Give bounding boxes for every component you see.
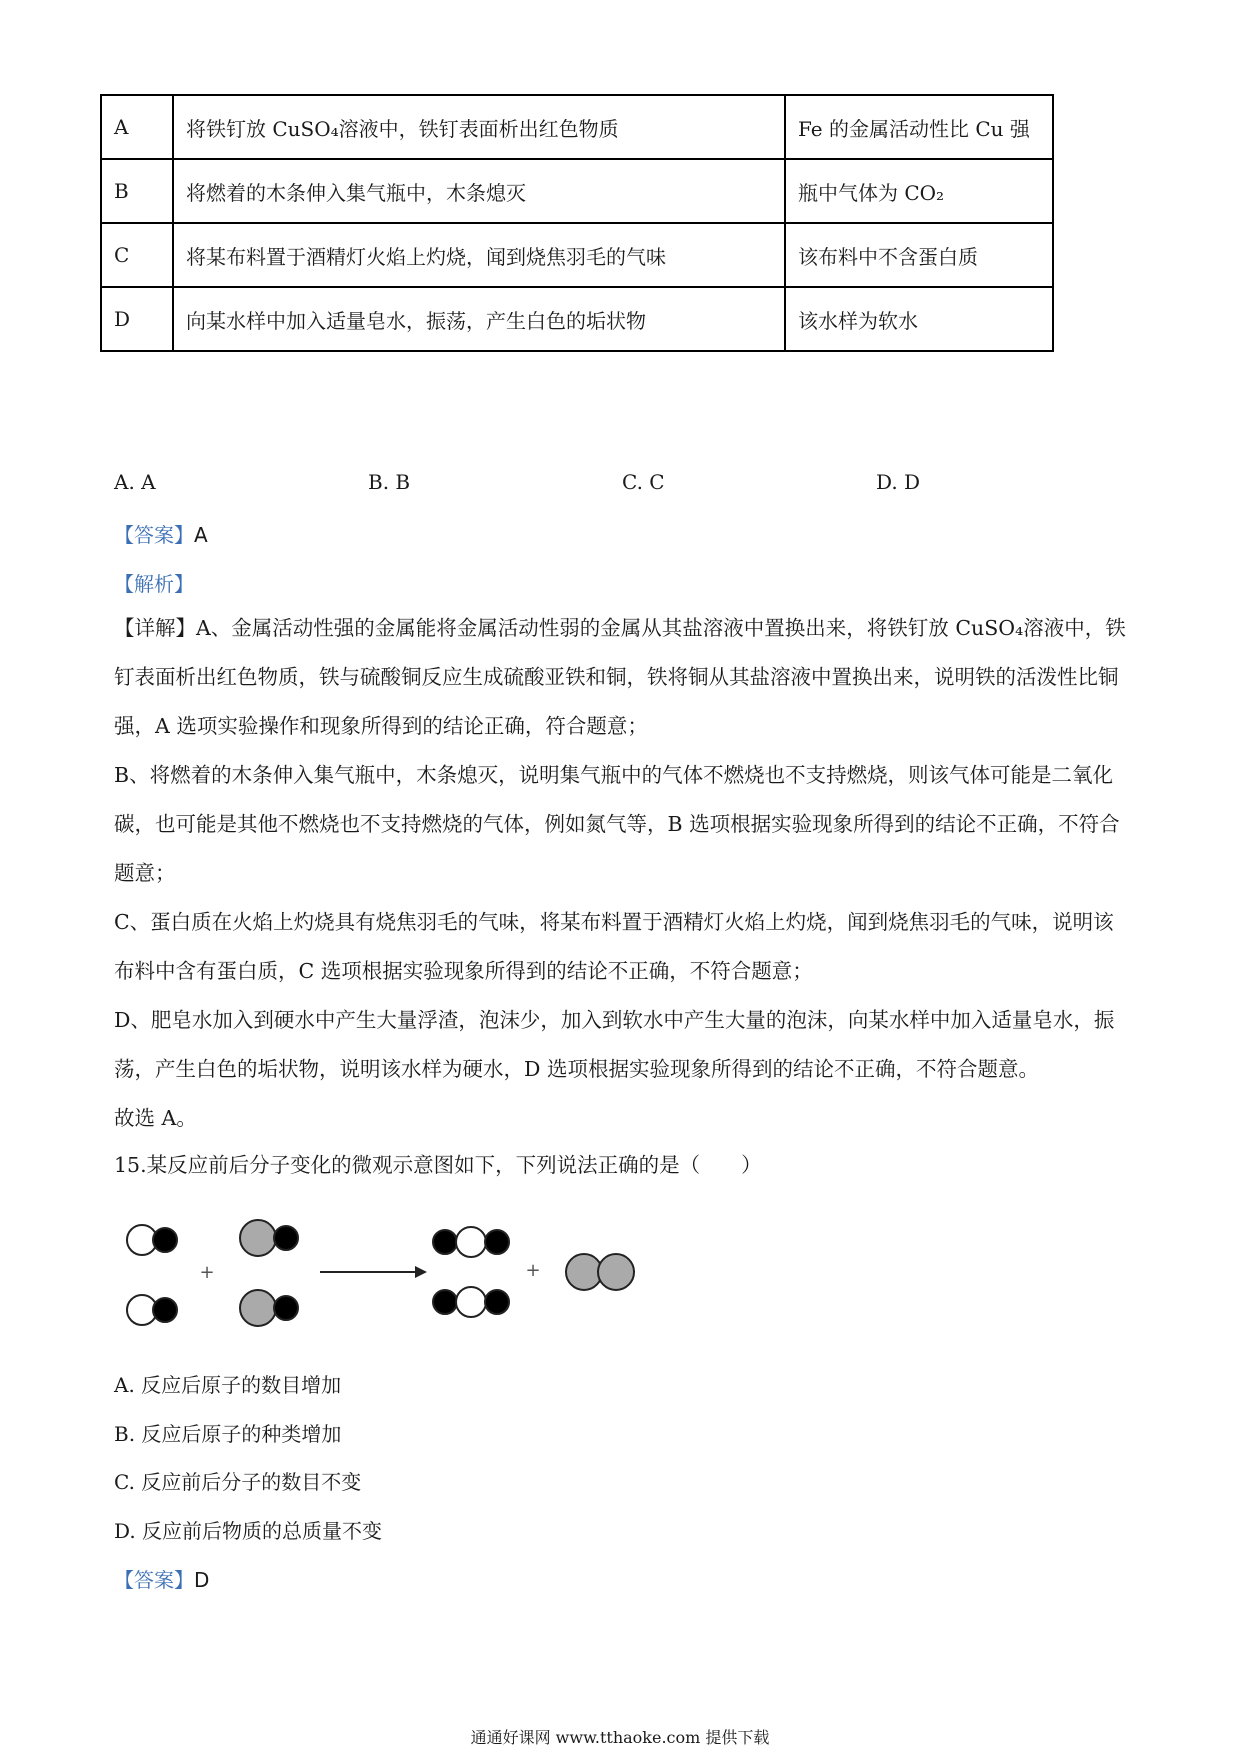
- answer-label: 【答案】: [114, 523, 194, 547]
- table-row: [101, 95, 1053, 159]
- table-row: [101, 223, 1053, 287]
- plus-sign: +: [199, 1262, 215, 1283]
- reaction-arrow-icon: [320, 1266, 427, 1278]
- row-conclusion: Fe 的金属活动性比 Cu 强: [785, 95, 1053, 159]
- row-conclusion: 瓶中气体为 CO₂: [785, 159, 1053, 223]
- q14-detail-b: B、将燃着的木条伸入集气瓶中，木条熄灭，说明集气瓶中的气体不燃烧也不支持燃烧，则该气体可能是二氧化碳，也可能是其他不燃烧也不支持燃烧的气体，例如氮气等，B 选项根据实验现象所得到的结论不正确，不符合题意；: [114, 763, 1120, 885]
- row-letter: A: [101, 95, 173, 159]
- q14-option-b[interactable]: B. B: [368, 470, 411, 494]
- q14-option-d[interactable]: D. D: [876, 470, 921, 494]
- answer-value: D: [194, 1568, 210, 1592]
- molecule-grey-black: [240, 1290, 298, 1326]
- answer-value: A: [194, 523, 208, 547]
- detail-paragraph: A、金属活动性强的金属能将金属活动性弱的金属从其盐溶液中置换出来，将铁钉放 CuSO₄溶液中，铁钉表面析出红色物质，铁与硫酸铜反应生成硫酸亚铁和铜，铁将铜从其盐溶液中置换出来，说明铁的活泼性比铜强，A 选项实验操作和现象所得到的结论正确，符合题意；: [114, 616, 1126, 738]
- q15-stem: 15.某反应前后分子变化的微观示意图如下，下列说法正确的是（ ）: [114, 1153, 762, 1177]
- molecule-white-black: [127, 1225, 177, 1255]
- molecule-black-white-black: [433, 1287, 509, 1317]
- q14-answer: [114, 519, 208, 548]
- answer-label: 【答案】: [114, 1568, 194, 1592]
- q14-analysis-label: 【解析】: [114, 572, 194, 596]
- q15-option-a[interactable]: A. 反应后原子的数目增加: [114, 1373, 342, 1397]
- q14-detail-c: C、蛋白质在火焰上灼烧具有烧焦羽毛的气味，将某布料置于酒精灯火焰上灼烧，闻到烧焦羽毛的气味，说明该布料中含有蛋白质，C 选项根据实验现象所得到的结论不正确，不符合题意；: [114, 910, 1114, 983]
- molecule-grey-black: [240, 1220, 298, 1256]
- page-footer: 通通好课网 www.tthaoke.com 提供下载: [470, 1728, 770, 1747]
- molecule-grey-grey: [566, 1254, 634, 1290]
- q14-option-c[interactable]: C. C: [622, 470, 665, 494]
- row-operation: 将燃着的木条伸入集气瓶中，木条熄灭: [173, 159, 785, 223]
- q14-conclusion: 故选 A。: [114, 1106, 197, 1130]
- q14-detail-a: [114, 604, 1130, 751]
- q15-option-d[interactable]: D. 反应前后物质的总质量不变: [114, 1519, 383, 1543]
- q14-detail-d: D、肥皂水加入到硬水中产生大量浮渣，泡沫少，加入到软水中产生大量的泡沫，向某水样中加入适量皂水，振荡，产生白色的垢状物，说明该水样为硬水，D 选项根据实验现象所得到的结论不正确，不符合题意。: [114, 1008, 1115, 1081]
- table-row: [101, 159, 1053, 223]
- molecule-black-white-black: [433, 1227, 509, 1257]
- q15-answer: [114, 1564, 209, 1593]
- row-letter: C: [101, 223, 173, 287]
- table-row: [101, 287, 1053, 351]
- reaction-diagram: [110, 1210, 670, 1340]
- row-operation: 向某水样中加入适量皂水，振荡，产生白色的垢状物: [173, 287, 785, 351]
- q14-option-a[interactable]: A. A: [114, 470, 156, 494]
- plus-sign: +: [525, 1260, 541, 1281]
- row-conclusion: 该水样为软水: [785, 287, 1053, 351]
- row-operation: 将铁钉放 CuSO₄溶液中，铁钉表面析出红色物质: [173, 95, 785, 159]
- molecule-white-black: [127, 1295, 177, 1325]
- detail-label: 【详解】: [114, 616, 196, 640]
- row-letter: D: [101, 287, 173, 351]
- row-letter: B: [101, 159, 173, 223]
- row-conclusion: 该布料中不含蛋白质: [785, 223, 1053, 287]
- row-operation: 将某布料置于酒精灯火焰上灼烧，闻到烧焦羽毛的气味: [173, 223, 785, 287]
- q15-option-c[interactable]: C. 反应前后分子的数目不变: [114, 1470, 362, 1494]
- experiment-table: [100, 94, 1054, 352]
- q15-option-b[interactable]: B. 反应后原子的种类增加: [114, 1422, 342, 1446]
